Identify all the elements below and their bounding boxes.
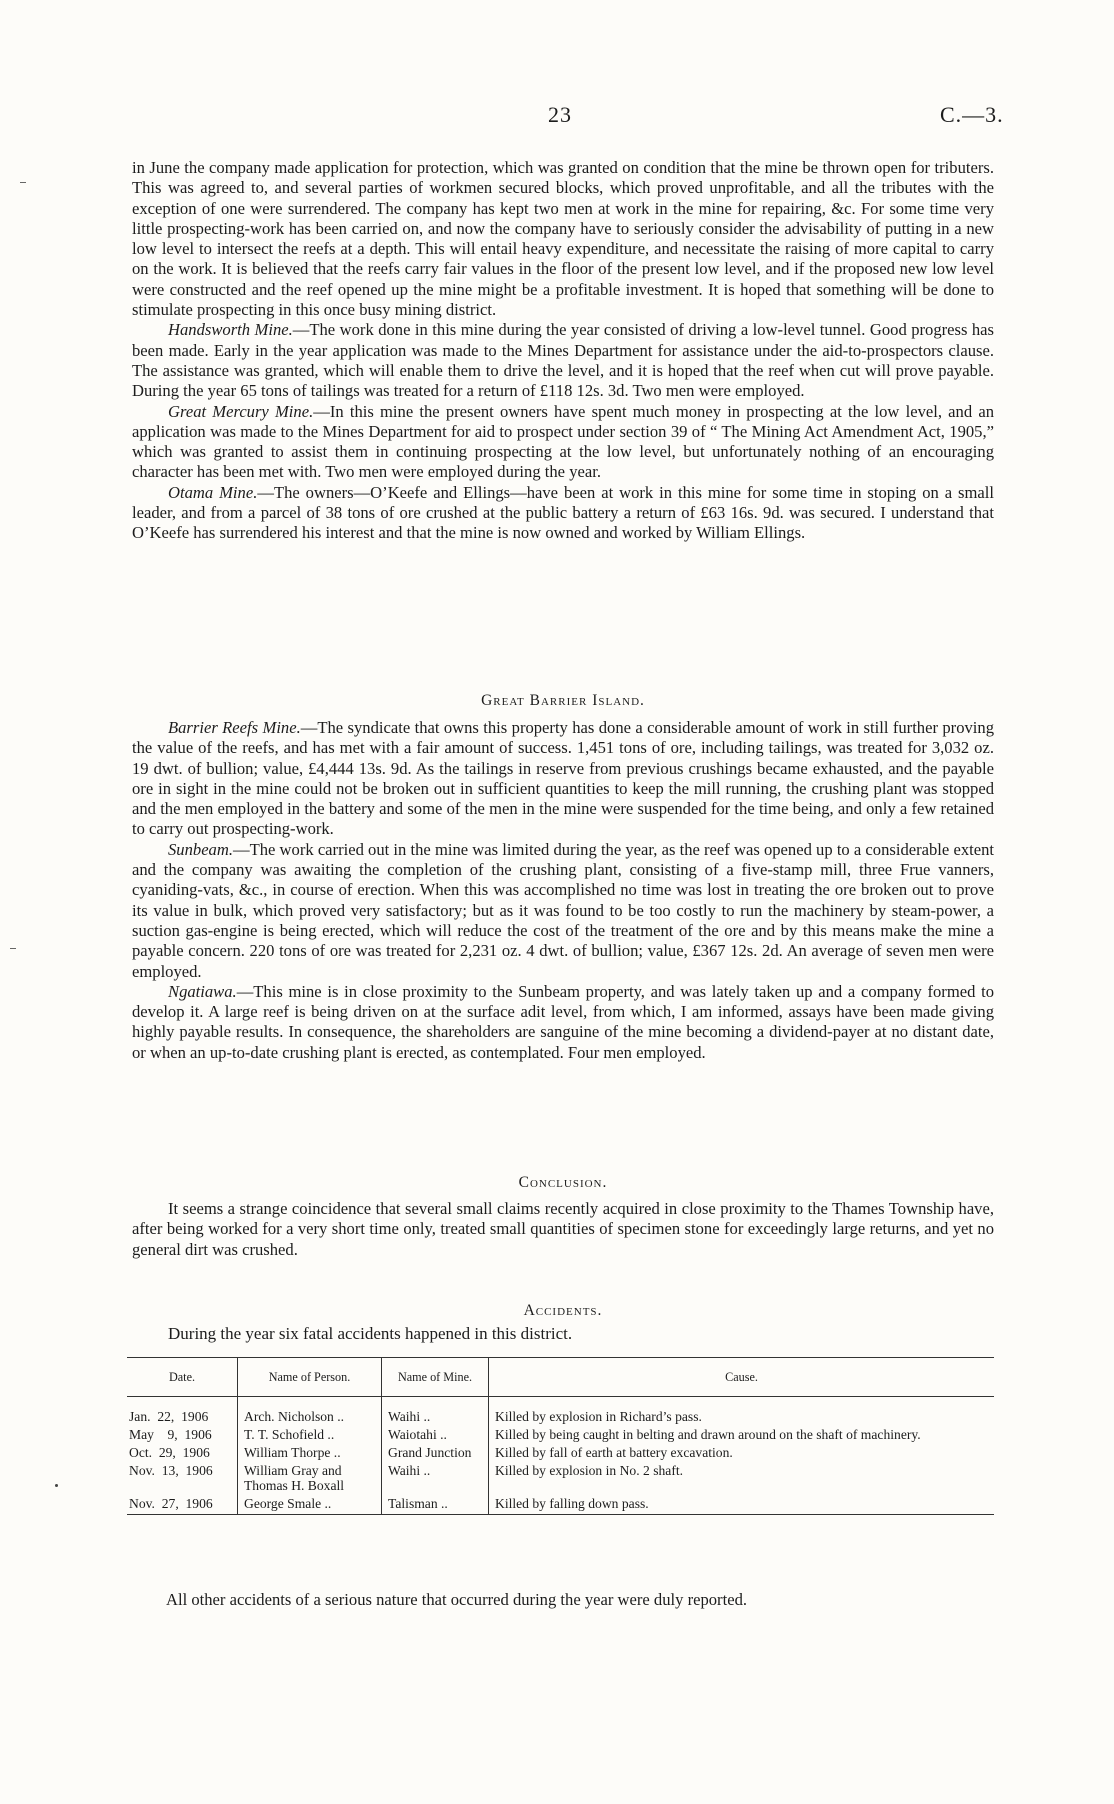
cell-mine: Talisman .. (382, 1496, 489, 1515)
heading-great-barrier-wrap (132, 692, 994, 710)
paragraph-handsworth (132, 320, 994, 401)
paragraph-sunbeam (132, 840, 994, 982)
heading-accidents-wrap (132, 1302, 994, 1320)
cell-date: May 9, 1906 (129, 1427, 212, 1442)
paragraph-conclusion: It seems a strange coincidence that several small claims recently acquired in close proximity to the Thames Township have, after being worked for a very short time only, treated small quantities of specimen stone for exceedingly large returns, and yet no general dirt was crushed. (132, 1199, 994, 1259)
heading-conclusion-wrap (132, 1174, 994, 1192)
section-conclusion (132, 1199, 994, 1260)
paragraph-ngatiawa (132, 982, 994, 1063)
column-header-person: Name of Person. (238, 1358, 382, 1397)
paragraph-text: —In this mine the present owners have spent much money in prospecting at the low level, and an application was made to the Mines Department for aid to prospect under section 39 of “ The Mining Act Amendment Act, 1905,” which was granted to assist them in continuing prospecting at the low level, but unfortunately nothing of an encouraging character has been met with. Two men were employed during the year. (132, 401, 994, 482)
paragraph-text: —The owners—O’Keefe and Ellings—have been at work in this mine for some time in stoping on a small leader, and from a parcel of 38 tons of ore crushed at the public battery a return of £63 16s. 9d. was secured. I understand that O’Keefe has surrendered his interest and that the mine is now owned and worked by William Ellings. (132, 482, 994, 543)
table-row (127, 1445, 994, 1463)
heading-conclusion: Conclusion. (518, 1174, 608, 1191)
page-number: 23 (548, 102, 572, 127)
cell-cause: Killed by fall of earth at battery excavation. (489, 1445, 995, 1463)
column-header-date: Date. (127, 1358, 238, 1397)
cell-person: William Thorpe .. (238, 1445, 382, 1463)
table-row (127, 1496, 994, 1515)
accidents-table (127, 1357, 994, 1515)
cell-mine: Waihi .. (382, 1409, 489, 1427)
paragraph-otama (132, 483, 994, 544)
table-row (127, 1463, 994, 1496)
column-header-mine: Name of Mine. (382, 1358, 489, 1397)
paragraph-great-mercury (132, 402, 994, 483)
mine-title-great-mercury: Great Mercury Mine. (168, 401, 314, 421)
mine-title-sunbeam: Sunbeam. (168, 839, 233, 859)
section-thames-mines (132, 158, 994, 544)
margin-mark (20, 182, 26, 183)
scan-speck (55, 1484, 58, 1487)
cell-mine: Grand Junction (382, 1445, 489, 1463)
table-row (127, 1427, 994, 1445)
table-spacer (127, 1397, 994, 1410)
cell-cause: Killed by falling down pass. (489, 1496, 995, 1515)
paragraph-text: —The work carried out in the mine was limited during the year, as the reef was opened up to a considerable extent and the company was awaiting the completion of the crushing plant, consisting of a five-stamp mill, three Frue vanners, cyaniding-vats, &c., in course of erection. When this was accomplished no time was lost in treating the ore broken out to prove its value in bulk, which proved very satisfactory; but as it was found to be too costly to run the machinery by steam-power, a suction gas-engine is being erected, which will reduce the cost of the treatment of the ore and by this means make the mine a payable concern. 220 tons of ore was treated for 2,231 oz. 4 dwt. of bullion; value, £367 12s. 2d. An average of seven men were employed. (132, 839, 994, 981)
heading-great-barrier: Great Barrier Island. (481, 692, 645, 709)
paragraph-text: —The work done in this mine during the year consisted of driving a low-level tunnel. Good progress has been made. Early in the year application was made to the Mines Department for assistance under the aid-to-prospectors clause. The assistance was granted, which will enable them to drive the level, and it is hoped that the reef when cut will prove payable. During the year 65 tons of tailings was treated for a return of £118 12s. 3d. Two men were employed. (132, 320, 995, 401)
accidents-intro: During the year six fatal accidents happened in this district. (168, 1324, 573, 1343)
cell-person: T. T. Schofield .. (238, 1427, 382, 1445)
mine-title-handsworth: Handsworth Mine. (168, 320, 293, 340)
document-reference: C.—3. (940, 102, 1004, 127)
margin-mark (10, 948, 16, 949)
table-header-row (127, 1358, 994, 1397)
section-great-barrier (132, 718, 994, 1063)
page-header (0, 102, 1114, 132)
accidents-closing-note: All other accidents of a serious nature that occurred during the year were duly reported. (166, 1590, 748, 1609)
cell-date: Nov. 27, 1906 (127, 1496, 238, 1515)
heading-accidents: Accidents. (523, 1302, 603, 1319)
mine-title-ngatiawa: Ngatiawa. (168, 981, 237, 1001)
mine-title-otama: Otama Mine. (168, 482, 258, 502)
paragraph-text: —This mine is in close proximity to the Sunbeam property, and was lately taken up and a company formed to develop it. A large reef is being driven on at the surface adit level, from which, I am informed, assays have been made giving highly payable results. In consequence, the shareholders are sanguine of the mine becoming a dividend-payer at no distant date, or when an up-to-date crushing plant is erected, as contemplated. Four men employed. (132, 981, 994, 1062)
cell-cause: Killed by explosion in No. 2 shaft. (489, 1463, 995, 1496)
mine-title-barrier-reefs: Barrier Reefs Mine. (168, 718, 301, 737)
column-header-cause: Cause. (489, 1358, 995, 1397)
cell-person: William Gray and Thomas H. Boxall (238, 1463, 382, 1496)
cell-cause: Killed by being caught in belting and drawn around on the shaft of machinery. (489, 1427, 995, 1445)
cell-date: Jan. 22, 1906 (129, 1409, 209, 1424)
paragraph-barrier-reefs (132, 718, 994, 840)
cell-date: Nov. 13, 1906 (129, 1463, 213, 1478)
paragraph-protection: in June the company made application for protection, which was granted on condition that the mine be thrown open for tributers. This was agreed to, and several parties of workmen secured blocks, which proved unprofitable, and all the tributes with the exception of one were surrendered. The company has kept two men at work in the mine for repairing, &c. For some time very little prospecting-work has been carried on, and now the company have to seriously consider the advisability of putting in a new low level to intersect the reefs at a depth. This will entail heavy expenditure, and necessitate the raising of more capital to carry on the work. It is believed that the reefs carry fair values in the floor of the present low level, and if the proposed new low level were constructed and the reef opened up the mine might be a profitable investment. It is hoped that something will be done to stimulate prospecting in this once busy mining district. (132, 158, 994, 320)
cell-mine: Waiotahi .. (382, 1427, 489, 1445)
cell-person: Arch. Nicholson .. (238, 1409, 382, 1427)
cell-person: George Smale .. (238, 1496, 382, 1515)
cell-cause: Killed by explosion in Richard’s pass. (489, 1409, 995, 1427)
table-row (127, 1409, 994, 1427)
cell-mine: Waihi .. (382, 1463, 489, 1496)
paragraph-text: —The syndicate that owns this property has done a considerable amount of work in still further proving the value of the reefs, and has met with a fair amount of success. 1,451 tons of ore, including tailings, was treated for 3,032 oz. 19 dwt. of bullion; value, £4,444 13s. 9d. As the tailings in reserve from previous crushings became exhausted, and the payable ore in sight in the mine could not be broken out in sufficient quantities to keep the mill running, the crushing plant was stopped and the men employed in the battery and some of the men in the mine were suspended for the time being, and only a few retained to carry out prospecting-work. (132, 718, 994, 839)
cell-date: Oct. 29, 1906 (129, 1445, 210, 1460)
